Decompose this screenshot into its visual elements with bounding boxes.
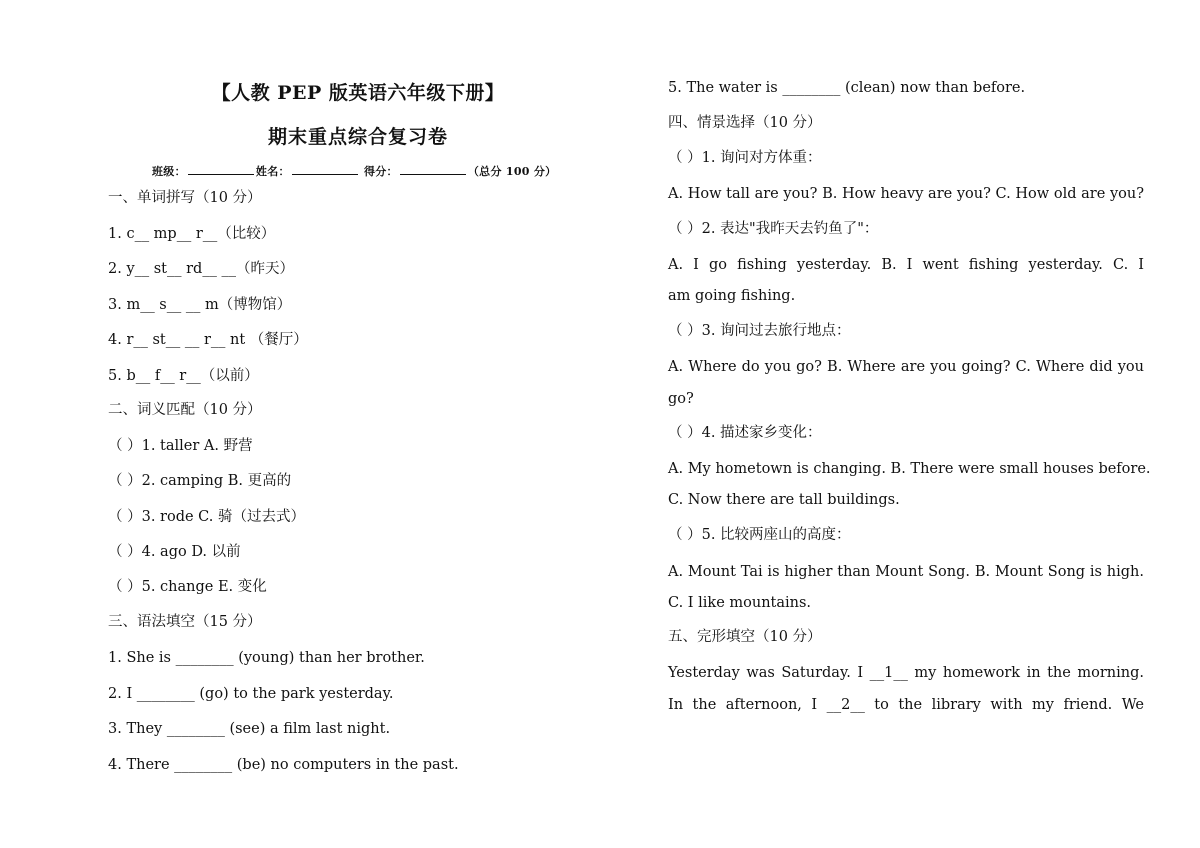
list-item: （ ）3. rode C. 骑（过去式）: [108, 509, 305, 525]
score-label: 得分：: [363, 165, 398, 178]
section-heading: 五、完形填空（10 分）: [668, 629, 822, 645]
total-score: （总分 100 分）: [467, 165, 557, 178]
cloze-paragraph-line: In the afternoon, I __2__ to the library with my friend. We: [668, 697, 1144, 713]
question-options: A. Mount Tai is higher than Mount Song. B. Mount Song is high.: [668, 564, 1144, 580]
list-item: 1. She is ________ (young) than her brother.: [108, 650, 425, 666]
section-heading: 一、单词拼写（10 分）: [108, 190, 262, 206]
list-item: 2. y__ st__ rd__ __（昨天）: [108, 261, 294, 277]
question: （ ）4. 描述家乡变化：: [668, 425, 822, 441]
question: （ ）5. 比较两座山的高度：: [668, 527, 851, 543]
section-heading: 四、情景选择（10 分）: [668, 115, 822, 131]
question-options: go?: [668, 391, 694, 407]
score-blank[interactable]: [400, 163, 466, 175]
question-options: C. Now there are tall buildings.: [668, 492, 900, 508]
cloze-paragraph-line: Yesterday was Saturday. I __1__ my homework in the morning.: [668, 665, 1144, 681]
list-item: 2. I ________ (go) to the park yesterday.: [108, 686, 394, 702]
list-item: （ ）1. taller A. 野营: [108, 438, 253, 454]
question-options: A. I go fishing yesterday. B. I went fishing yesterday. C. I: [668, 257, 1144, 273]
question-options: C. I like mountains.: [668, 595, 812, 611]
question: （ ）1. 询问对方体重：: [668, 150, 822, 166]
list-item: （ ）5. change E. 变化: [108, 579, 267, 595]
student-info-line: [152, 163, 556, 179]
list-item: 4. r__ st__ __ r__ nt （餐厅）: [108, 332, 308, 348]
list-item: （ ）4. ago D. 以前: [108, 544, 241, 560]
name-label: 姓名：: [255, 165, 290, 178]
class-blank[interactable]: [188, 163, 254, 175]
list-item: 1. c__ mp__ r__（比较）: [108, 226, 276, 242]
name-blank[interactable]: [292, 163, 358, 175]
list-item: 5. b__ f__ r__（以前）: [108, 368, 259, 384]
section-heading: 二、词义匹配（10 分）: [108, 402, 262, 418]
list-item: （ ）2. camping B. 更高的: [108, 473, 292, 489]
page-title: 【人教 PEP 版英语六年级下册】: [211, 82, 505, 104]
list-item: 4. There ________ (be) no computers in the past.: [108, 757, 459, 773]
question-options: A. Where do you go? B. Where are you going? C. Where did you: [668, 359, 1144, 375]
question: （ ）3. 询问过去旅行地点：: [668, 323, 851, 339]
page-subtitle: 期末重点综合复习卷: [267, 126, 448, 148]
question-options: am going fishing.: [668, 288, 796, 304]
list-item: 3. m__ s__ __ m（博物馆）: [108, 297, 292, 313]
list-item: 3. They ________ (see) a film last night.: [108, 721, 391, 737]
question-options: A. How tall are you? B. How heavy are you? C. How old are you?: [668, 186, 1144, 202]
question-options: A. My hometown is changing. B. There were small houses before.: [668, 461, 1151, 477]
class-label: 班级：: [152, 165, 186, 178]
list-item: 5. The water is ________ (clean) now than before.: [668, 80, 1026, 96]
section-heading: 三、语法填空（15 分）: [108, 614, 262, 630]
question: （ ）2. 表达"我昨天去钓鱼了"：: [668, 221, 879, 237]
